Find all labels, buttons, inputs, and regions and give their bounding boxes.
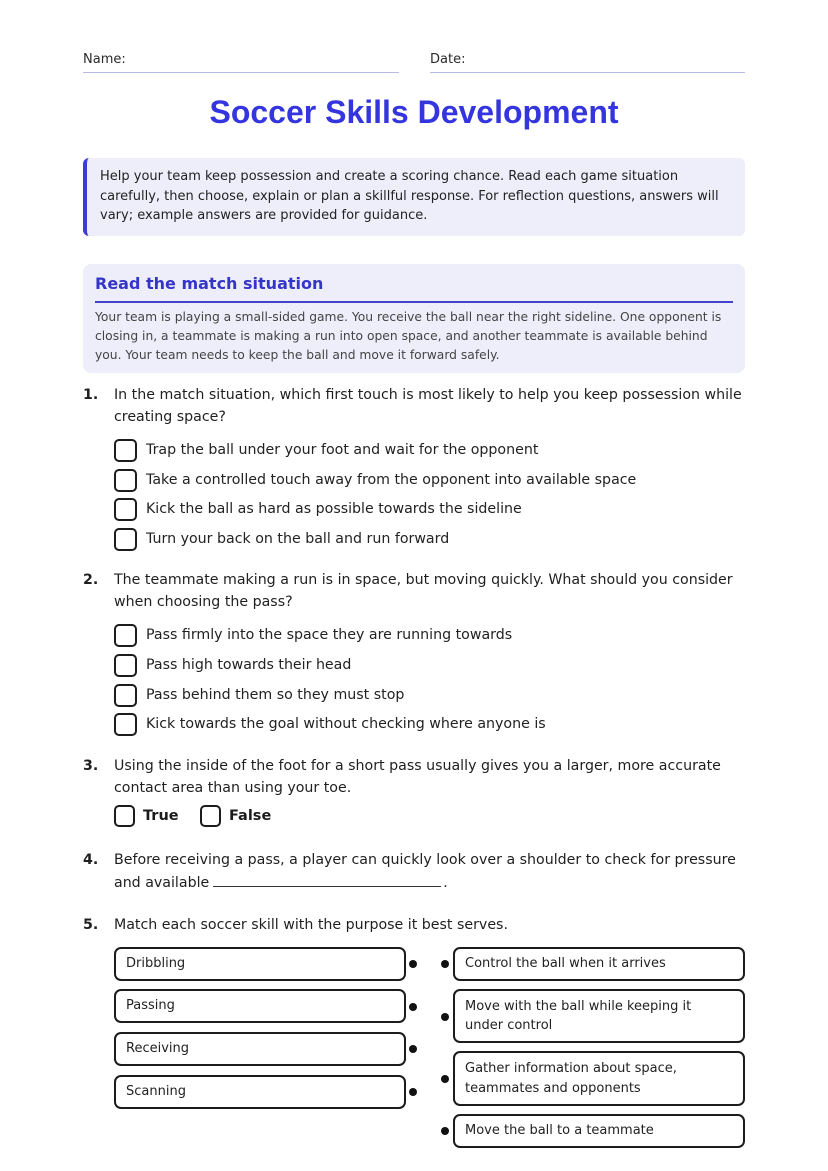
match-right-label: Control the ball when it arrives [465, 956, 666, 972]
match-right-label: Move with the ball while keeping it under control [465, 998, 692, 1033]
checkbox[interactable] [114, 654, 137, 677]
question-number: 2. [83, 572, 99, 588]
checkbox[interactable] [114, 684, 137, 707]
question-number: 3. [83, 758, 99, 774]
match-left-label: Receiving [126, 1041, 190, 1057]
q3-option-true[interactable] [114, 805, 179, 827]
q1-option-a[interactable] [114, 438, 538, 462]
option-label: Pass firmly into the space they are running towards [146, 627, 513, 643]
right-connector-dot[interactable] [441, 960, 449, 968]
match-right-move-with-ball[interactable] [453, 989, 745, 1043]
match-right-label: Gather information about space, teammates and opponents [465, 1061, 677, 1096]
question-4 [83, 850, 745, 894]
question-number: 1. [83, 387, 99, 403]
option-label: Kick the ball as hard as possible towards the sideline [146, 501, 522, 517]
question-number: 4. [83, 852, 99, 868]
checkbox[interactable] [114, 624, 137, 647]
option-label: Take a controlled touch away from the opponent into available space [146, 472, 637, 488]
checkbox[interactable] [114, 469, 137, 492]
date-field[interactable] [430, 52, 745, 67]
match-left-scanning[interactable] [114, 1075, 406, 1109]
option-label: Trap the ball under your foot and wait for the opponent [146, 442, 539, 458]
checkbox[interactable] [114, 528, 137, 551]
option-label: Turn your back on the ball and run forward [146, 531, 450, 547]
option-label: Pass behind them so they must stop [146, 687, 405, 703]
right-connector-dot[interactable] [441, 1127, 449, 1135]
match-right-move-to-teammate[interactable] [453, 1114, 745, 1148]
match-left-passing[interactable] [114, 989, 406, 1023]
match-right-control[interactable] [453, 947, 745, 981]
situation-text: Your team is playing a small-sided game. You receive the ball near the right sideline. One opponent is closing in, a teammate is making a run into open space, and another teammate is available behind you. Your team needs to keep the ball and move it forward safely. [95, 310, 722, 362]
option-label: Kick towards the goal without checking where anyone is [146, 716, 546, 732]
date-line [430, 72, 745, 73]
match-right-label: Move the ball to a teammate [465, 1123, 654, 1139]
option-label: Pass high towards their head [146, 657, 352, 673]
option-label: False [229, 808, 272, 824]
question-text: Using the inside of the foot for a short pass usually gives you a larger, more accurate contact area than using your toe. [114, 758, 721, 796]
match-right-gather-info[interactable] [453, 1051, 745, 1106]
match-left-label: Scanning [126, 1084, 186, 1100]
match-left-dribbling[interactable] [114, 947, 406, 981]
name-line [83, 72, 399, 73]
question-1 [83, 385, 745, 428]
checkbox[interactable] [200, 805, 221, 827]
left-connector-dot[interactable] [409, 960, 417, 968]
q2-option-a[interactable] [114, 623, 512, 647]
q2-option-d[interactable] [114, 712, 546, 736]
question-text-before: Before receiving a pass, a player can quickly look over a shoulder to check for pressure and available [114, 852, 736, 891]
right-connector-dot[interactable] [441, 1075, 449, 1083]
q1-option-d[interactable] [114, 527, 449, 551]
match-situation-box [83, 264, 745, 373]
date-label: Date: [430, 52, 466, 67]
left-connector-dot[interactable] [409, 1045, 417, 1053]
fill-in-blank[interactable] [213, 872, 441, 887]
left-connector-dot[interactable] [409, 1003, 417, 1011]
match-left-label: Dribbling [126, 956, 186, 972]
instructions-box: Help your team keep possession and create a scoring chance. Read each game situation carefully, then choose, explain or plan a skillful response. For reflection questions, answers will vary; example answers are provided for guidance. [83, 158, 745, 236]
checkbox[interactable] [114, 713, 137, 736]
question-text-after: . [443, 874, 448, 891]
name-label: Name: [83, 52, 126, 67]
question-3 [83, 756, 745, 799]
checkbox[interactable] [114, 805, 135, 827]
checkbox[interactable] [114, 498, 137, 521]
right-connector-dot[interactable] [441, 1013, 449, 1021]
question-number: 5. [83, 917, 99, 933]
q1-option-c[interactable] [114, 497, 522, 521]
checkbox[interactable] [114, 439, 137, 462]
q2-option-c[interactable] [114, 683, 404, 707]
situation-heading: Read the match situation [95, 274, 733, 303]
question-5 [83, 915, 745, 937]
q2-option-b[interactable] [114, 653, 351, 677]
match-left-receiving[interactable] [114, 1032, 406, 1066]
q1-option-b[interactable] [114, 468, 636, 492]
match-left-label: Passing [126, 998, 175, 1014]
question-2 [83, 570, 745, 613]
left-connector-dot[interactable] [409, 1088, 417, 1096]
q3-option-false[interactable] [200, 805, 271, 827]
name-field[interactable] [83, 52, 399, 67]
question-text [114, 850, 745, 894]
option-label: True [143, 808, 179, 824]
page-title: Soccer Skills Development [209, 94, 619, 130]
question-text: The teammate making a run is in space, but moving quickly. What should you consider when choosing the pass? [114, 572, 733, 610]
question-text: In the match situation, which first touch is most likely to help you keep possession while creating space? [114, 387, 742, 425]
question-text: Match each soccer skill with the purpose it best serves. [114, 917, 508, 933]
